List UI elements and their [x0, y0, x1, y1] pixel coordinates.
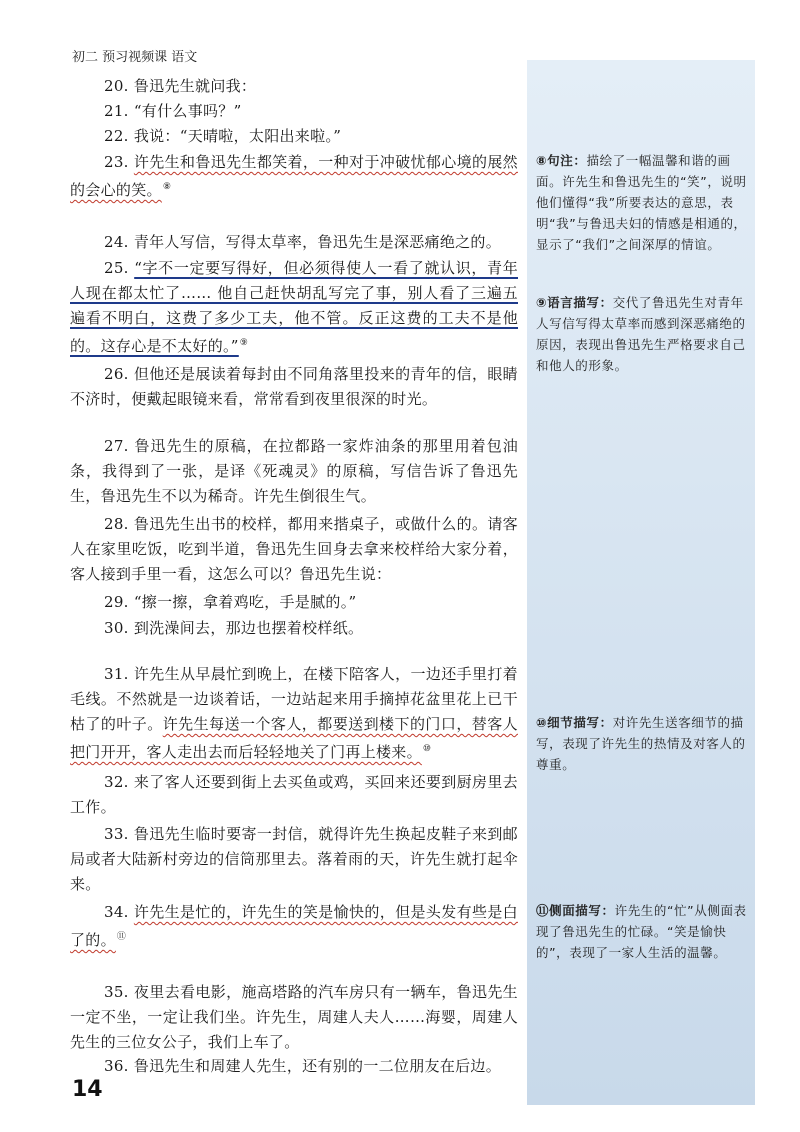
annotation-note-8: ⑧句注：描绘了一幅温馨和谐的画面。许先生和鲁迅先生的“笑”，说明他们懂得“我”所要表达的意思，表明“我”与鲁迅夫妇的情感是相通的，显示了“我们”之间深厚的情谊。 — [536, 153, 747, 252]
highlighted-sentence: 许先生是忙的，许先生的笑是愉快的，但是头发有些是白了的。 — [70, 903, 518, 949]
highlighted-sentence: 许先生每送一个客人，都要送到楼下的门口，替客人把门开开，客人走出去而后轻轻地关了门再上楼来。 — [70, 715, 518, 761]
annotation-note-9: ⑨语言描写：交代了鲁迅先生对青年人写信写得太草率而感到深恶痛绝的原因，表现出鲁迅先生严格要求自己和他人的形象。 — [536, 295, 746, 373]
annotation-note-10: ⑩细节描写：对许先生送客细节的描写，表现了许先生的热情及对客人的尊重。 — [536, 715, 746, 772]
annotation-marker: ⑨ — [239, 338, 249, 348]
paragraph-27: 27. 鲁迅先生的原稿，在拉都路一家炸油条的那里用着包油条，我得到了一张，是译《死魂灵》的原稿，写信告诉了鲁迅先生，鲁迅先生不以为稀奇。许先生倒很生气。 — [70, 437, 518, 505]
paragraph-36: 36. 鲁迅先生和周建人先生，还有别的一二位朋友在后边。 — [104, 1057, 502, 1075]
paragraph-34: 34. 许先生是忙的，许先生的笑是愉快的，但是头发有些是白了的。⑪ — [70, 903, 518, 949]
annotation-marker: ⑩ — [422, 744, 432, 754]
paragraph-35: 35. 夜里去看电影，施高塔路的汽车房只有一辆车，鲁迅先生一定不坐，一定让我们坐。许先生，周建人夫人……海婴，周建人先生的三位女公子，我们上车了。 — [70, 983, 518, 1051]
annotation-note-11: ⑪侧面描写：许先生的“忙”从侧面表现了鲁迅先生的忙碌。“笑是愉快的”，表现了一家人生活的温馨。 — [536, 903, 747, 960]
highlighted-sentence: 许先生和鲁迅先生都笑着，一种对于冲破忧郁心境的展然的会心的笑。 — [70, 153, 518, 199]
page-number: 14 — [72, 1077, 103, 1102]
paragraph-28: 28. 鲁迅先生出书的校样，都用来揩桌子，或做什么的。请客人在家里吃饭，吃到半道，鲁迅先生回身去拿来校样给大家分着，客人接到手里一看，这怎么可以？鲁迅先生说： — [70, 515, 518, 583]
paragraph-32: 32. 来了客人还要到街上去买鱼或鸡，买回来还要到厨房里去工作。 — [70, 773, 518, 816]
paragraph-26: 26. 但他还是展读着每封由不同角落里投来的青年的信，眼睛不济时，便戴起眼镜来看，常常看到夜里很深的时光。 — [70, 365, 518, 408]
paragraph-21: 21. “有什么事吗？” — [104, 102, 242, 120]
paragraph-24: 24. 青年人写信，写得太草率，鲁迅先生是深恶痛绝之的。 — [104, 233, 502, 251]
paragraph-20: 20. 鲁迅先生就问我： — [104, 77, 257, 95]
paragraph-31: 31. 许先生从早晨忙到晚上，在楼下陪客人，一边还手里打着毛线。不然就是一边谈着话，一边站起来用手摘掉花盆里花上已干枯了的叶子。许先生每送一个客人，都要送到楼下的门口，替客人把门开开，客人走出去而后轻轻地关了门再上楼来。⑩ — [70, 665, 518, 761]
paragraph-22: 22. 我说：“天晴啦，太阳出来啦。” — [104, 127, 342, 145]
highlighted-sentence: “字不一定要写得好，但必须得使人一看了就认识，青年人现在都太忙了…… 他自己赶快胡乱写完了事，别人看了三遍五遍看不明白，这费了多少工夫，他不管。反正这费的工夫不是他的。这存心是不太好的。” — [70, 259, 518, 355]
annotation-marker: ⑪ — [116, 932, 127, 942]
page-header: 初二 预习视频课 语文 — [72, 50, 198, 65]
paragraph-29: 29. “擦一擦，拿着鸡吃，手是腻的。” — [104, 593, 357, 611]
paragraph-23: 23. 许先生和鲁迅先生都笑着，一种对于冲破忧郁心境的展然的会心的笑。⑧ — [70, 153, 518, 199]
paragraph-30: 30. 到洗澡间去，那边也摆着校样纸。 — [104, 619, 364, 637]
paragraph-25: 25. “字不一定要写得好，但必须得使人一看了就认识，青年人现在都太忙了…… 他自己赶快胡乱写完了事，别人看了三遍五遍看不明白，这费了多少工夫，他不管。反正这费的工夫不是他的。这存心是不太好的。”⑨ — [70, 259, 518, 355]
annotation-marker: ⑧ — [162, 182, 172, 192]
paragraph-33: 33. 鲁迅先生临时要寄一封信，就得许先生换起皮鞋子来到邮局或者大陆新村旁边的信筒那里去。落着雨的天，许先生就打起伞来。 — [70, 825, 518, 893]
